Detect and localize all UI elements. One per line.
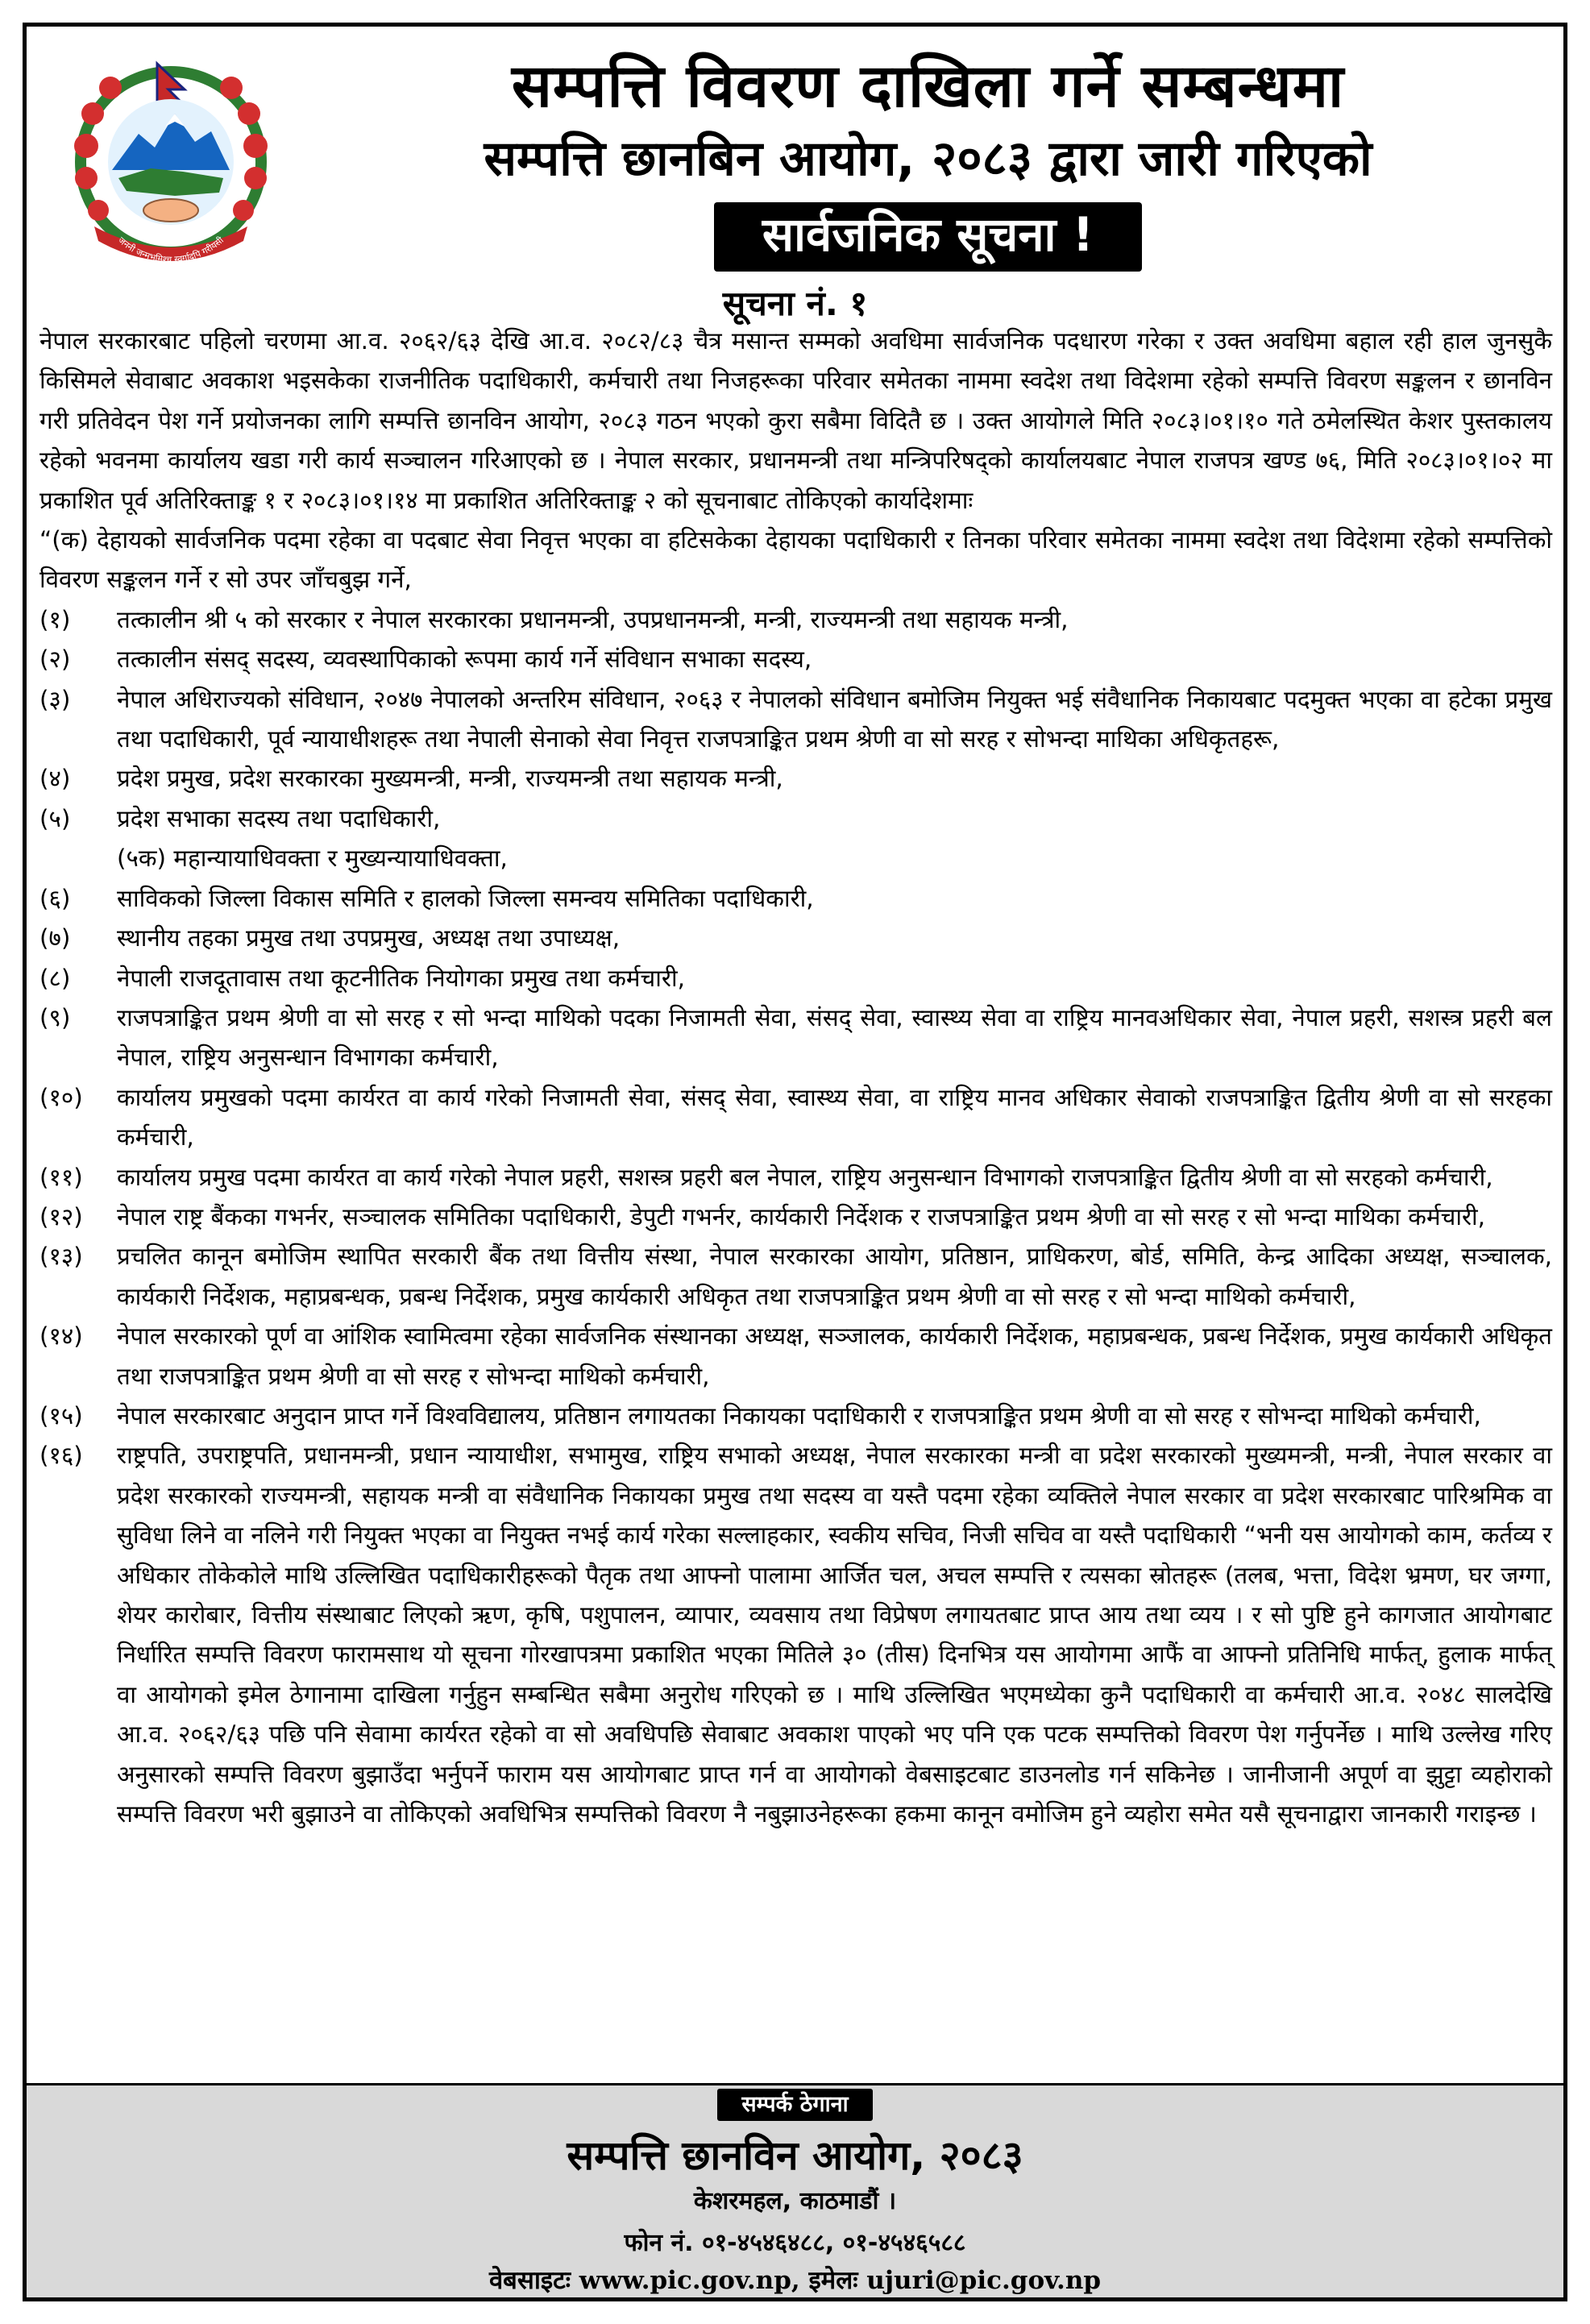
item-text: स्थानीय तहका प्रमुख तथा उपप्रमुख, अध्यक्ष तथा उपाध्यक्ष, — [117, 924, 621, 952]
item-text: तत्कालीन संसद् सदस्य, व्यवस्थापिकाको रूपमा कार्य गर्ने संविधान सभाका सदस्य, — [117, 645, 812, 674]
footer-address: केशरमहल, काठमाडौं । — [693, 2187, 897, 2215]
list-item — [39, 1436, 1552, 1834]
item-number: (५) — [39, 804, 71, 832]
item-number: (१२) — [39, 1202, 83, 1230]
item-number: (१) — [39, 605, 71, 633]
item-text: राजपत्राङ्कित प्रथम श्रेणी वा सो सरह र सो भन्दा माथिको पदका निजामती सेवा, संसद् सेवा, स्वास्थ्य सेवा वा राष्ट्रिय मानवअधिकार सेवा, नेपाल प्रहरी, सशस्त्र प्रहरी बल नेपाल, राष्ट्रिय अनुसन्धान विभागका कर्मचारी, — [117, 1003, 1552, 1072]
list-item — [39, 1317, 1552, 1396]
item-number: (२) — [39, 645, 71, 674]
item-text: नेपाल अधिराज्यको संविधान, २०४७ नेपालको अन्तरिम संविधान, २०६३ र नेपालको संविधान बमोजिम नियुक्त भई संवैधानिक निकायबाट पदमुक्त भएका वा हटेका प्रमुख तथा पदाधिकारी, पूर्व न्यायाधीशहरू तथा नेपाली सेनाको सेवा निवृत्त राजपत्राङ्कित प्रथम श्रेणी वा सो सरह र सोभन्दा माथिका अधिकृतहरू, — [117, 685, 1552, 753]
item-text: प्रदेश सभाका सदस्य तथा पदाधिकारी, — [117, 804, 441, 832]
item-number: (१४) — [39, 1322, 83, 1351]
list-item — [39, 879, 1552, 919]
page-title: सम्पत्ति विवरण दाखिला गर्ने सम्बन्धमा — [511, 52, 1345, 121]
list-item — [39, 759, 1552, 799]
notice-page — [23, 23, 1567, 2301]
nepal-emblem-icon — [62, 57, 280, 275]
contact-footer — [27, 2083, 1563, 2297]
footer-phone: फोन नं. ०१-४५४६४८८, ०१-४५४६५८८ — [624, 2229, 966, 2257]
item-text: (५क) महान्यायाधिवक्ता र मुख्यन्यायाधिवक्ता, — [117, 845, 508, 873]
header — [293, 49, 1563, 272]
item-text: नेपाल राष्ट्र बैंकका गभर्नर, सञ्चालक समितिका पदाधिकारी, डेपुटी गभर्नर, कार्यकारी निर्देशक र राजपत्राङ्कित प्रथम श्रेणी वा सो सरह र सो भन्दा माथिका कर्मचारी, — [117, 1202, 1486, 1230]
footer-web-email: वेबसाइटः www.pic.gov.np, इमेलः ujuri@pic.gov.np — [488, 2266, 1102, 2295]
list-item — [39, 1396, 1552, 1436]
item-number: (६) — [39, 884, 71, 912]
item-text: प्रचलित कानून बमोजिम स्थापित सरकारी बैंक तथा वित्तीय संस्था, नेपाल सरकारका आयोग, प्रतिष्ठान, प्राधिकरण, बोर्ड, समिति, केन्द्र आदिका अध्यक्ष, सञ्चालक, कार्यकारी निर्देशक, महाप्रबन्धक, प्रबन्ध निर्देशक, प्रमुख कार्यकारी अधिकृत तथा राजपत्राङ्कित प्रथम श्रेणी वा सो सरह र सो भन्दा माथिको कर्मचारी, — [117, 1243, 1552, 1310]
item-text: कार्यालय प्रमुख पदमा कार्यरत वा कार्य गरेको नेपाल प्रहरी, सशस्त्र प्रहरी बल नेपाल, राष्ट्रिय अनुसन्धान विभागको राजपत्राङ्कित द्वितीय श्रेणी वा सो सरहको कर्मचारी, — [117, 1163, 1493, 1191]
item-text: प्रदेश प्रमुख, प्रदेश सरकारका मुख्यमन्त्री, मन्त्री, राज्यमन्त्री तथा सहायक मन्त्री, — [117, 765, 783, 793]
public-notice-banner: सार्वजनिक सूचना ! — [714, 202, 1142, 272]
clause-ka: “(क) देहायको सार्वजनिक पदमा रहेका वा पदबाट सेवा निवृत्त भएका वा हटिसकेका देहायका पदाधिकारी र तिनका परिवार समेतका नाममा स्वदेश तथा विदेशमा रहेको सम्पत्तिको विवरण सङ्कलन गर्ने र सो उपर जाँचबुझ गर्ने, — [39, 526, 1552, 594]
item-number: (१६) — [39, 1442, 83, 1470]
item-number — [39, 839, 117, 878]
list-item — [39, 640, 1552, 679]
list-item — [39, 1197, 1552, 1237]
list-item — [39, 839, 1552, 878]
list-item — [39, 998, 1552, 1078]
item-number: (११) — [39, 1163, 83, 1191]
item-text: साविकको जिल्ला विकास समिति र हालको जिल्ला समन्वय समितिका पदाधिकारी, — [117, 884, 814, 912]
item-text: राष्ट्रपति, उपराष्ट्रपति, प्रधानमन्त्री, प्रधान न्यायाधीश, सभामुख, राष्ट्रिय सभाको अध्यक्ष, नेपाल सरकारका मन्त्री वा प्रदेश सरकारको मुख्यमन्त्री, मन्त्री, नेपाल सरकार वा प्रदेश सरकारको राज्यमन्त्री, सहायक मन्त्री वा संवैधानिक निकायका प्रमुख तथा सदस्य वा यस्तै पदमा रहेका व्यक्तिले नेपाल सरकार वा प्रदेश सरकारबाट पारिश्रमिक वा सुविधा लिने वा नलिने गरी नियुक्त भएका वा नियुक्त नभई कार्य गरेका सल्लाहकार, स्वकीय सचिव, निजी सचिव वा यस्तै पदाधिकारी “भनी यस आयोगको काम, कर्तव्य र अधिकार तोकेकोले माथि उल्लिखित पदाधिकारीहरूको पैतृक तथा आफ्नो पालामा आर्जित चल, अचल सम्पत्ति र त्यसका स्रोतहरू (तलब, भत्ता, विदेश भ्रमण, घर जग्गा, शेयर कारोबार, वित्तीय संस्थाबाट लिएको ऋण, कृषि, पशुपालन, व्यापार, व्यवसाय तथा विप्रेषण लगायतबाट प्राप्त आय तथा व्यय । र सो पुष्टि हुने कागजात आयोगबाट निर्धारित सम्पत्ति विवरण फारामसाथ यो सूचना गोरखापत्रमा प्रकाशित भएका मितिले ३० (तीस) दिनभित्र यस आयोगमा आफैं वा आफ्नो प्रतिनिधि मार्फत्, हुलाक मार्फत् वा आयोगको इमेल ठेगानामा दाखिला गर्नुहुन सम्बन्धित सबैमा अनुरोध गरिएको छ । माथि उल्लिखित भएमध्येका कुनै पदाधिकारी वा कर्मचारी आ.व. २०४८ सालदेखि आ.व. २०६२/६३ पछि पनि सेवामा कार्यरत रहेको वा सो अवधिपछि सेवाबाट अवकाश पाएको भए पनि एक पटक सम्पत्तिको विवरण पेश गर्नुपर्नेछ । माथि उल्लेख गरिए अनुसारको सम्पत्ति विवरण बुझाउँदा भर्नुपर्ने फाराम यस आयोगबाट प्राप्त गर्न वा आयोगको वेबसाइटबाट डाउनलोड गर्न सकिनेछ । जानीजानी अपूर्ण वा झुट्टा व्यहोराको सम्पत्ति विवरण भरी बुझाउने वा तोकिएको अवधिभित्र सम्पत्तिको विवरण नै नबुझाउनेहरूका हकमा कानून वमोजिम हुने व्यहोरा समेत यसै सूचनाद्वारा जानकारी गराइन्छ । — [117, 1442, 1552, 1828]
list-item — [39, 680, 1552, 760]
item-number: (४) — [39, 765, 71, 793]
item-number: (१५) — [39, 1401, 83, 1430]
notice-body — [39, 322, 1552, 1834]
page-subtitle: सम्पत्ति छानबिन आयोग, २०८३ द्वारा जारी गरिएको — [484, 131, 1372, 187]
footer-org-name: सम्पत्ति छानविन आयोग, २०८३ — [567, 2132, 1023, 2179]
list-item — [39, 919, 1552, 958]
item-text: नेपाली राजदूतावास तथा कूटनीतिक नियोगका प्रमुख तथा कर्मचारी, — [117, 964, 685, 992]
contact-label: सम्पर्क ठेगाना — [717, 2089, 872, 2121]
item-text: कार्यालय प्रमुखको पदमा कार्यरत वा कार्य गरेको निजामती सेवा, संसद् सेवा, स्वास्थ्य सेवा, वा राष्ट्रिय मानव अधिकार सेवाको राजपत्राङ्कित द्वितीय श्रेणी वा सो सरहका कर्मचारी, — [117, 1083, 1552, 1152]
item-number: (१३) — [39, 1243, 83, 1271]
intro-paragraph: नेपाल सरकारबाट पहिलो चरणमा आ.व. २०६२/६३ देखि आ.व. २०८२/८३ चैत्र मसान्त सम्मको अवधिमा सार्वजनिक पदधारण गरेका र उक्त अवधिमा बहाल रही हाल जुनसुकै किसिमले सेवाबाट अवकाश भइसकेका राजनीतिक पदाधिकारी, कर्मचारी तथा निजहरूका परिवार समेतका नाममा स्वदेश तथा विदेशमा रहेको सम्पत्ति विवरण सङ्कलन र छानविन गरी प्रतिवेदन पेश गर्ने प्रयोजनका लागि सम्पत्ति छानविन आयोग, २०८३ गठन भएको कुरा सबैमा विदितै छ । उक्त आयोगले मिति २०८३।०१।१० गते ठमेलस्थित केशर पुस्तकालय रहेको भवनमा कार्यालय खडा गरी कार्य सञ्चालन गरिआएको छ । नेपाल सरकार, प्रधानमन्त्री तथा मन्त्रिपरिषद्को कार्यालयबाट नेपाल राजपत्र खण्ड ७६, मिति २०८३।०१।०२ मा प्रकाशित पूर्व अतिरिक्ताङ्क १ र २०८३।०१।१४ मा प्रकाशित अतिरिक्ताङ्क २ को सूचनाबाट तोकिएको कार्यादेशमाः — [39, 327, 1552, 514]
item-number: (३) — [39, 685, 71, 713]
svg-text:जननी जन्मभूमिश्च स्वर्गादपि गर: जननी जन्मभूमिश्च स्वर्गादपि गरीयसी — [116, 234, 226, 265]
list-item — [39, 1078, 1552, 1158]
list-item — [39, 1158, 1552, 1197]
notice-number: सूचना नं. १ — [722, 284, 868, 323]
item-number: (७) — [39, 924, 71, 952]
item-number: (९) — [39, 1003, 71, 1031]
list-item — [39, 1237, 1552, 1317]
list-item — [39, 799, 1552, 839]
item-number: (८) — [39, 964, 71, 992]
list-item — [39, 959, 1552, 998]
item-text: नेपाल सरकारको पूर्ण वा आंशिक स्वामित्वमा रहेका सार्वजनिक संस्थानका अध्यक्ष, सञ्जालक, कार्यकारी निर्देशक, महाप्रबन्धक, प्रबन्ध निर्देशक, प्रमुख कार्यकारी अधिकृत तथा राजपत्राङ्कित प्रथम श्रेणी वा सो सरह र सोभन्दा माथिको कर्मचारी, — [117, 1322, 1552, 1390]
item-text: नेपाल सरकारबाट अनुदान प्राप्त गर्ने विश्वविद्यालय, प्रतिष्ठान लगायतका निकायका पदाधिकारी र राजपत्राङ्कित प्रथम श्रेणी वा सो सरह र सोभन्दा माथिको कर्मचारी, — [117, 1401, 1481, 1430]
item-number: (१०) — [39, 1083, 83, 1111]
list-item — [39, 600, 1552, 640]
item-text: तत्कालीन श्री ५ को सरकार र नेपाल सरकारका प्रधानमन्त्री, उपप्रधानमन्त्री, मन्त्री, राज्यमन्त्री तथा सहायक मन्त्री, — [117, 605, 1069, 633]
